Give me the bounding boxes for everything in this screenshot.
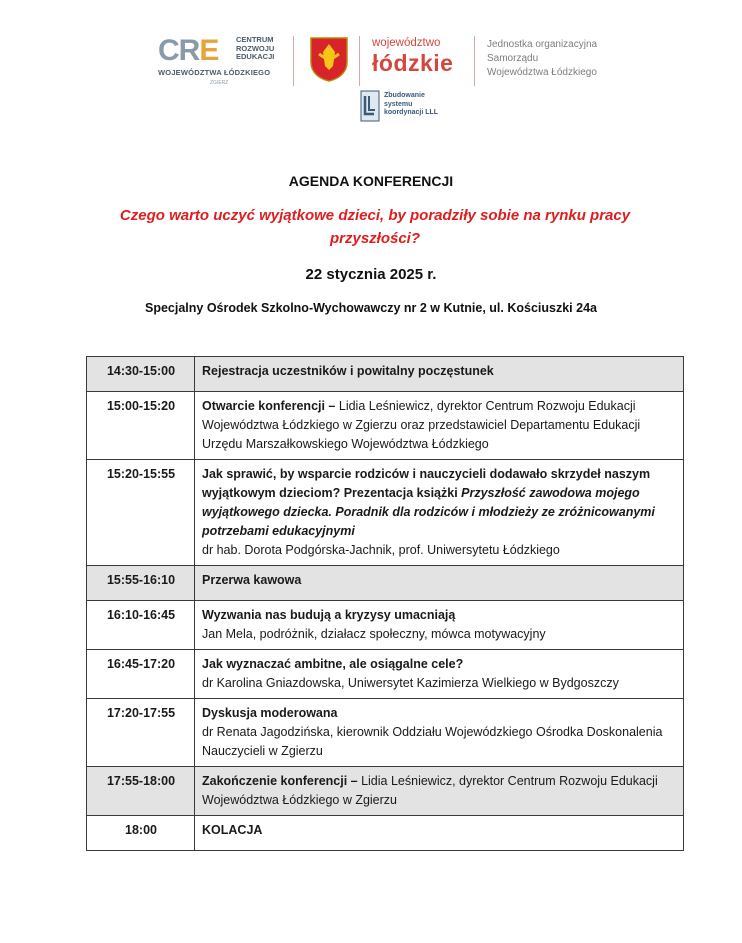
lll-system-icon [360, 90, 380, 122]
book-title: Przyszłość zawodowa mojego wyjątkowego dziecka. Poradnik dla rodziców i młodzieży ze zróżnicowanymi potrzebami edukacyjnymi [202, 486, 655, 538]
agenda-speaker: Jan Mela, podróżnik, działacz społeczny, mówca motywacyjny [202, 627, 546, 641]
table-row [87, 392, 684, 460]
cre-logo-subtitle: WOJEWÓDZTWA ŁÓDZKIEGO [158, 68, 271, 77]
agenda-speaker: dr Karolina Gniazdowska, Uniwersytet Kazimierza Wielkiego w Bydgoszczy [202, 676, 619, 690]
wojewodztwo-lodzkie-logo [372, 36, 462, 86]
logo-divider [359, 36, 360, 86]
conference-topic: Czego warto uczyć wyjątkowe dzieci, by poradziły sobie na rynku pracy przyszłości? [119, 207, 631, 247]
agenda-time: 18:00 [87, 816, 195, 851]
agenda-speaker: dr Renata Jagodzińska, kierownik Oddziału Wojewódzkiego Ośrodka Doskonalenia Nauczycieli w Zgierzu [202, 725, 663, 758]
agenda-time: 14:30-15:00 [87, 357, 195, 392]
cre-logo-lines: CENTRUM ROZWOJU EDUKACJI [236, 35, 275, 61]
table-row [87, 460, 684, 566]
table-row [87, 816, 684, 851]
organization-note: Jednostka organizacyjna Samorządu Województwa Łódzkiego [487, 39, 598, 78]
agenda-title: Wyzwania nas budują a kryzysy umacniają [202, 608, 456, 622]
conference-venue: Specjalny Ośrodek Szkolno-Wychowawczy nr 2 w Kutnie, ul. Kościuszki 24a [145, 301, 597, 315]
cre-logo [158, 34, 286, 86]
header-logos [0, 26, 742, 130]
agenda-time: 16:10-16:45 [87, 601, 195, 650]
lodzkie-label: łódzkie [372, 50, 454, 76]
agenda-description [195, 601, 684, 650]
conference-date: 22 stycznia 2025 r. [305, 266, 437, 283]
table-row [87, 601, 684, 650]
table-row [87, 767, 684, 816]
agenda-title: Dyskusja moderowana [202, 706, 338, 720]
agenda-description [195, 392, 684, 460]
agenda-time: 15:55-16:10 [87, 566, 195, 601]
agenda-heading: AGENDA KONFERENCJI [288, 173, 454, 189]
agenda-title: Zakończenie konferencji – [202, 774, 358, 788]
agenda-title: Jak sprawić, by wsparcie rodziców i nauczycieli dodawało skrzydeł naszym wyjątkowym dzieciom? Prezentacja książki [202, 467, 651, 500]
agenda-description [195, 357, 684, 392]
wojewodztwo-label: województwo [372, 37, 441, 49]
agenda-table [86, 356, 684, 851]
coat-of-arms-icon [309, 36, 349, 82]
agenda-title: Otwarcie konferencji – [202, 399, 336, 413]
agenda-description [195, 699, 684, 767]
agenda-title: Rejestracja uczestników i powitalny poczęstunek [202, 364, 494, 378]
agenda-description [195, 460, 684, 566]
agenda-time: 17:55-18:00 [87, 767, 195, 816]
table-row [87, 357, 684, 392]
agenda-description [195, 650, 684, 699]
logo-divider [474, 36, 475, 86]
agenda-description [195, 767, 684, 816]
cre-logo-city: ZGIERZ [210, 80, 229, 86]
table-row [87, 699, 684, 767]
agenda-time: 15:00-15:20 [87, 392, 195, 460]
agenda-time: 16:45-17:20 [87, 650, 195, 699]
table-row [87, 566, 684, 601]
cre-logo-mark: CRE [158, 34, 219, 67]
agenda-description [195, 816, 684, 851]
agenda-time: 15:20-15:55 [87, 460, 195, 566]
agenda-title: Przerwa kawowa [202, 573, 302, 587]
table-row [87, 650, 684, 699]
agenda-title: KOLACJA [202, 823, 263, 837]
agenda-description [195, 566, 684, 601]
lll-system-label: Zbudowanie systemu koordynacji LLL [384, 92, 439, 116]
agenda-title: Jak wyznaczać ambitne, ale osiągalne cele? [202, 657, 464, 671]
agenda-speaker: dr hab. Dorota Podgórska-Jachnik, prof. Uniwersytetu Łódzkiego [202, 543, 560, 557]
agenda-time: 17:20-17:55 [87, 699, 195, 767]
logo-divider [293, 36, 294, 86]
agenda-details: Lidia Leśniewicz, dyrektor Centrum Rozwoju Edukacji Województwa Łódzkiego w Zgierzu [202, 774, 658, 807]
agenda-details: Lidia Leśniewicz, dyrektor Centrum Rozwoju Edukacji Województwa Łódzkiego w Zgierzu oraz przedstawiciel Departamentu Edukacji Urzędu Marszałkowskiego Województwa Łódzkiego [202, 399, 641, 451]
